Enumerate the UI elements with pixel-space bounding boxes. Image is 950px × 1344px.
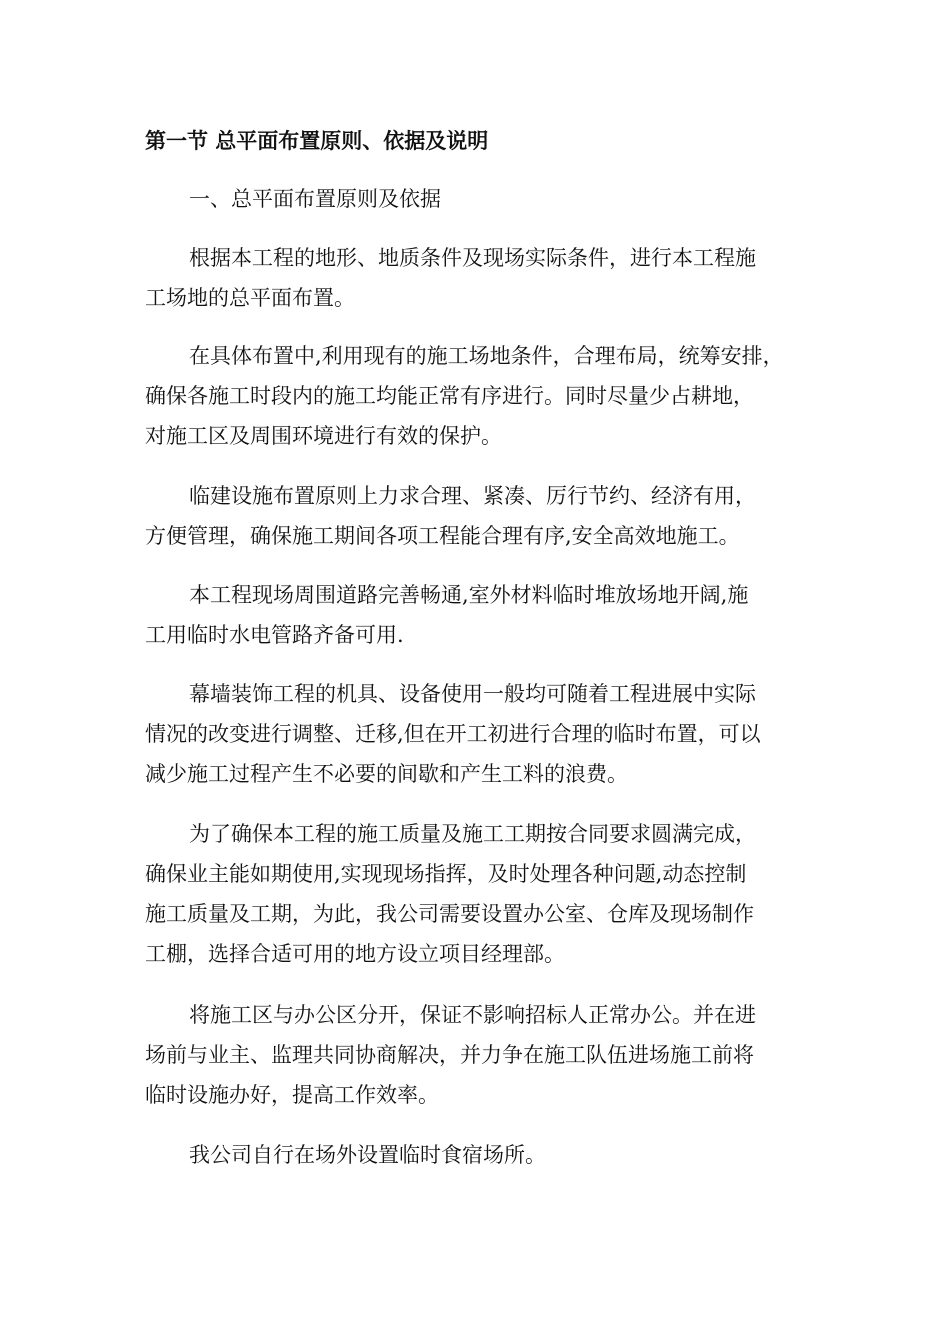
paragraph-line: 场前与业主、监理共同协商解决，并力争在施工队伍进场施工前将 <box>145 1043 754 1067</box>
section-heading: 第一节 总平面布置原则、依据及说明 <box>145 129 489 153</box>
paragraph-roads-utilities <box>145 575 809 655</box>
paragraph-accommodation <box>145 1135 809 1175</box>
paragraph-line: 我公司自行在场外设置临时食宿场所。 <box>189 1143 546 1167</box>
paragraph-equipment <box>145 674 809 794</box>
paragraph-line: 工场地的总平面布置。 <box>145 286 355 310</box>
paragraph-line: 幕墙装饰工程的机具、设备使用一般均可随着工程进展中实际 <box>189 682 756 706</box>
paragraph-line: 将施工区与办公区分开，保证不影响招标人正常办公。并在进 <box>189 1003 756 1027</box>
subsection-heading: 一、总平面布置原则及依据 <box>189 187 441 211</box>
paragraph-line: 在具体布置中,利用现有的施工场地条件，合理布局，统筹安排， <box>189 344 784 368</box>
paragraph-line: 工用临时水电管路齐备可用. <box>145 623 404 647</box>
paragraph-line: 本工程现场周围道路完善畅通,室外材料临时堆放场地开阔,施 <box>189 583 749 607</box>
paragraph-line: 为了确保本工程的施工质量及施工工期按合同要求圆满完成， <box>189 822 756 846</box>
paragraph-temporary-facilities <box>145 476 809 556</box>
paragraph-line: 施工质量及工期，为此，我公司需要设置办公室、仓库及现场制作 <box>145 902 754 926</box>
paragraph-line: 对施工区及周围环境进行有效的保护。 <box>145 424 502 448</box>
paragraph-line: 确保业主能如期使用,实现现场指挥，及时处理各种问题,动态控制 <box>145 862 747 886</box>
paragraph-line: 情况的改变进行调整、迁移,但在开工初进行合理的临时布置，可以 <box>145 722 761 746</box>
paragraph-site-conditions <box>145 238 809 318</box>
paragraph-office-separation <box>145 995 809 1115</box>
paragraph-quality-schedule <box>145 814 809 974</box>
paragraph-layout-details <box>145 336 809 456</box>
paragraph-line: 根据本工程的地形、地质条件及现场实际条件，进行本工程施 <box>189 246 756 270</box>
paragraph-line: 工棚，选择合适可用的地方设立项目经理部。 <box>145 942 565 966</box>
paragraph-line: 减少施工过程产生不必要的间歇和产生工料的浪费。 <box>145 762 628 786</box>
paragraph-line: 方便管理，确保施工期间各项工程能合理有序,安全高效地施工。 <box>145 524 740 548</box>
paragraph-line: 临建设施布置原则上力求合理、紧凑、厉行节约、经济有用， <box>189 484 756 508</box>
paragraph-line: 临时设施办好，提高工作效率。 <box>145 1083 439 1107</box>
paragraph-line: 确保各施工时段内的施工均能正常有序进行。同时尽量少占耕地， <box>145 384 754 408</box>
